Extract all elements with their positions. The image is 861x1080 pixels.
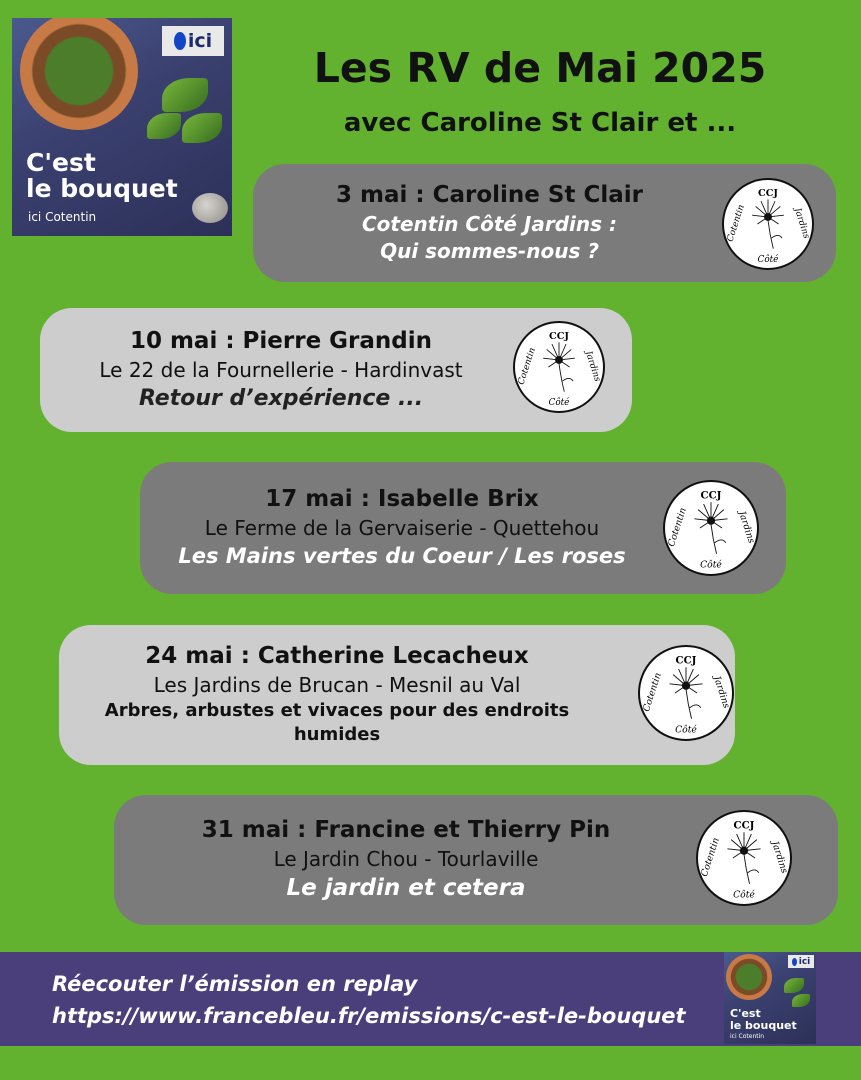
logo-right-text: Jardins [582, 349, 603, 383]
stone-image [192, 193, 228, 223]
event-heading: 10 mai : Pierre Grandin [129, 327, 433, 354]
event-place: Le 22 de la Fournellerie - Hardinvast [99, 357, 463, 382]
logo-bottom-text: Côté [700, 559, 722, 571]
ici-logo [788, 955, 814, 968]
event-heading: 24 mai : Catherine Lecacheux [145, 643, 529, 670]
ici-logo [162, 26, 224, 56]
logo-top-text: CCJ [733, 819, 755, 832]
event-place: Le Ferme de la Gervaiserie - Quettehou [204, 516, 600, 541]
cover-subtitle: ici Cotentin [28, 210, 97, 224]
flower-icon [669, 667, 702, 719]
logo-right-text: Jardins [711, 674, 732, 710]
ccj-logo [513, 321, 605, 413]
plant-pot-image [726, 954, 772, 1000]
replay-text: Réecouter l’émission en replay [52, 972, 418, 996]
leaf-image [162, 78, 208, 112]
cover-title-line2: le bouquet [26, 174, 178, 204]
leaf-image [784, 978, 804, 993]
logo-top-text: CCJ [700, 489, 722, 502]
event-topic: Les Mains vertes du Coeur / Les roses [178, 544, 626, 569]
logo-bottom-text: Côté [548, 397, 570, 408]
logo-bottom-text: Côté [757, 254, 779, 265]
cover-title [26, 150, 178, 203]
event-heading: 31 mai : Francine et Thierry Pin [201, 817, 611, 844]
event-topic: humides [293, 724, 381, 746]
cover-title-line1: C'est [730, 1007, 761, 1020]
logo-left-text: Cotentin [640, 671, 664, 714]
ccj-logo [722, 178, 814, 270]
event-topic: Cotentin Côté Jardins : [362, 211, 617, 236]
logo-top-text: CCJ [549, 330, 569, 342]
cover-title [730, 1008, 797, 1031]
logo-left-text: Cotentin [516, 346, 538, 387]
leaf-image [792, 994, 810, 1007]
event-topic: Qui sommes-nous ? [380, 238, 599, 263]
ccj-logo [663, 480, 759, 576]
logo-left-text: Cotentin [665, 506, 689, 549]
plant-pot-image [20, 18, 138, 130]
logo-right-text: Jardins [769, 839, 790, 875]
page-subtitle: avec Caroline St Clair et ... [343, 108, 737, 138]
logo-bottom-text: Côté [733, 889, 755, 901]
flower-icon [752, 199, 784, 248]
event-heading: 3 mai : Caroline St Clair [336, 182, 643, 209]
event-topic: Arbres, arbustes et vivaces pour des endroits [104, 700, 570, 722]
page-title: Les RV de Mai 2025 [313, 44, 767, 92]
event-place: Le Jardin Chou - Tourlaville [273, 846, 539, 871]
flower-icon [694, 502, 727, 554]
ccj-logo [696, 810, 792, 906]
event-topic: Retour d’expérience ... [138, 385, 424, 411]
event-card-may-24 [59, 625, 735, 765]
logo-right-text: Jardins [791, 206, 812, 240]
logo-left-text: Cotentin [698, 836, 722, 879]
leaf-image [182, 113, 222, 143]
flower-icon [727, 832, 760, 884]
cover-title-line1: C'est [26, 148, 96, 177]
flower-icon [543, 342, 575, 391]
footer-banner [0, 952, 861, 1046]
event-topic: Le jardin et cetera [286, 874, 526, 901]
leaf-image [147, 113, 181, 139]
logo-top-text: CCJ [758, 187, 778, 199]
ccj-logo [638, 645, 734, 741]
logo-right-text: Jardins [736, 509, 757, 545]
podcast-cover [12, 18, 232, 236]
event-place: Les Jardins de Brucan - Mesnil au Val [153, 673, 521, 698]
ici-logo-text: ici [187, 30, 213, 52]
logo-left-text: Cotentin [725, 203, 747, 244]
cover-title-line2: le bouquet [730, 1018, 797, 1032]
podcast-cover-small [724, 952, 816, 1044]
cover-subtitle: ici Cotentin [730, 1033, 765, 1040]
logo-bottom-text: Côté [675, 724, 697, 736]
ici-logo-text: ici [798, 956, 811, 967]
replay-link[interactable]: https://www.francebleu.fr/emissions/c-est-le-bouquet [52, 1004, 686, 1028]
event-heading: 17 mai : Isabelle Brix [265, 486, 539, 513]
logo-top-text: CCJ [675, 654, 697, 667]
